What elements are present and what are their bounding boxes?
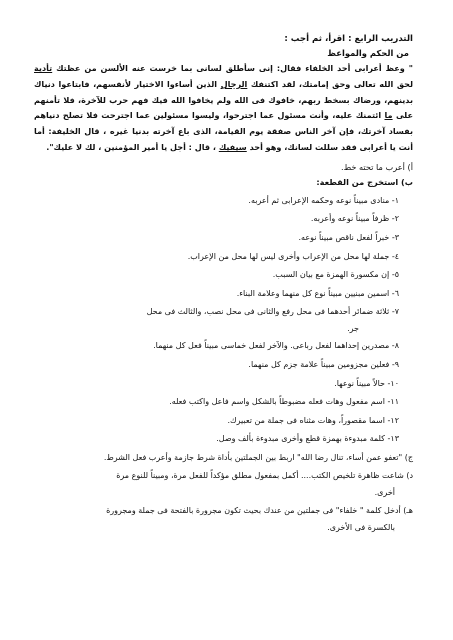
- passage-subtitle: من الحكم والمواعظ: [327, 48, 409, 58]
- underlined-word: سيفيك: [218, 141, 247, 152]
- passage-text: " وعظ أعرابى أحد الخلفاء فقال: إنى سأطلق لسانى بما خرست عنه الألسن من عظتك: [52, 63, 413, 73]
- list-item-text: ٧- ثلاثة ضمائر أحدهما فى محل رفع والثانى فى محل نصب، والثالث فى محل: [146, 307, 399, 317]
- list-item-continuation: جر.: [347, 324, 359, 334]
- list-item: ٥- إن مكسورة الهمزة مع بيان السبب.: [272, 270, 399, 280]
- underlined-word: تأدية: [34, 63, 53, 73]
- list-item: ٣- خبراً لفعل ناقص مبيناً نوعه.: [298, 232, 399, 242]
- list-item: ٤- جملة لها محل من الإعراب وأخرى ليس لها محل من الإعراب.: [187, 251, 399, 261]
- list-item: ١٢- اسما مقصوراً، وهات مثناه فى جملة من تعبيرك.: [227, 415, 399, 425]
- list-item: ١١- اسم مفعول وهات فعله مضبوطاً بالشكل واسم فاعل واكتب فعله.: [169, 397, 399, 407]
- question-a: أ) أعرب ما تحته خط.: [340, 161, 413, 172]
- reading-passage: [34, 61, 413, 156]
- passage-text: ، قال : أجل يا أمير المؤمنين ، لك لا عليك".: [46, 141, 219, 152]
- exercise-title: التدريب الرابع : اقرأ، ثم أجب :: [284, 34, 413, 44]
- passage-text: الذين أساءوا الاختيار لأنفسهم، فابتاعوا دنياك بدينهم، ورضاك بسخط ربهم، خافوك فى الله ولم يخافوا الله فيك فهم حرب للآخرة، فلا تأمنهم على: [34, 78, 413, 121]
- underlined-word: ما: [384, 110, 393, 121]
- question-b: ب) استخرج من القطعة:: [316, 176, 413, 187]
- list-item: ٢- ظرفاً مبيناً نوعه وأعربه.: [310, 214, 399, 224]
- passage-text: ائتمنك عليه، وأنت مسئول عما اجترحوا، وليسوا مسئولين عما اجترحت فلا تصلح دنياهم بفساد آخرتك، فإن آخر الناس صفقة يوم القيامة، الذى باع آخرته بدنيا غيره ، قال الخليفة: أما أنت يا أعرابى فقد سللت لسانك، وهو أحد: [34, 110, 413, 152]
- question-e-continuation: بالكسرة فى الأخرى.: [327, 523, 395, 533]
- question-d-text: د) شاعت ظاهرة تلخيص الكتب.... أكمل بمفعول مطلق مؤكداً للفعل مرة، ومبيناً للنوع مرة: [116, 470, 413, 480]
- extraction-list: [34, 192, 413, 449]
- passage-text: لحق الله تعالى وحق إمامتك، لقد اكتنفك: [247, 78, 413, 89]
- question-e: [34, 502, 413, 537]
- list-item: [34, 303, 399, 337]
- list-item: ٦- اسمين مبنيين مبيناً نوع كل منهما وعلامة البناء.: [236, 288, 399, 298]
- list-item: ١- منادى مبيناً نوعه وحكمه الإعرابى ثم أعربه.: [248, 195, 399, 205]
- list-item: ١٠- حالاً مبيناً نوعها.: [334, 378, 399, 388]
- underlined-word: الرجال: [220, 78, 248, 89]
- list-item: ٩- فعلين مجزومين مبيناً علامة جزم كل منهما.: [248, 359, 399, 369]
- question-d: [34, 467, 413, 502]
- question-e-text: هـ) أدخل كلمة " خلفاء" فى جملتين من عندك بحيث تكون مجرورة بالفتحة فى جملة ومجرورة: [106, 505, 413, 515]
- list-item: ١٣- كلمة مبدوءة بهمزة قطع وأخرى مبدوءة بألف وصل.: [216, 434, 399, 444]
- question-d-continuation: أخرى.: [374, 488, 395, 498]
- list-item: ٨- مصدرين إحداهما لفعل رباعى. والآخر لفعل خماسى مبيناً فعل كل منهما.: [153, 341, 399, 351]
- question-c: ج) "تعفو عمن أساء، تنال رضا الله" اربط بين الجملتين بأداة شرط جازمة وأعرب فعل الشرط.: [103, 452, 413, 462]
